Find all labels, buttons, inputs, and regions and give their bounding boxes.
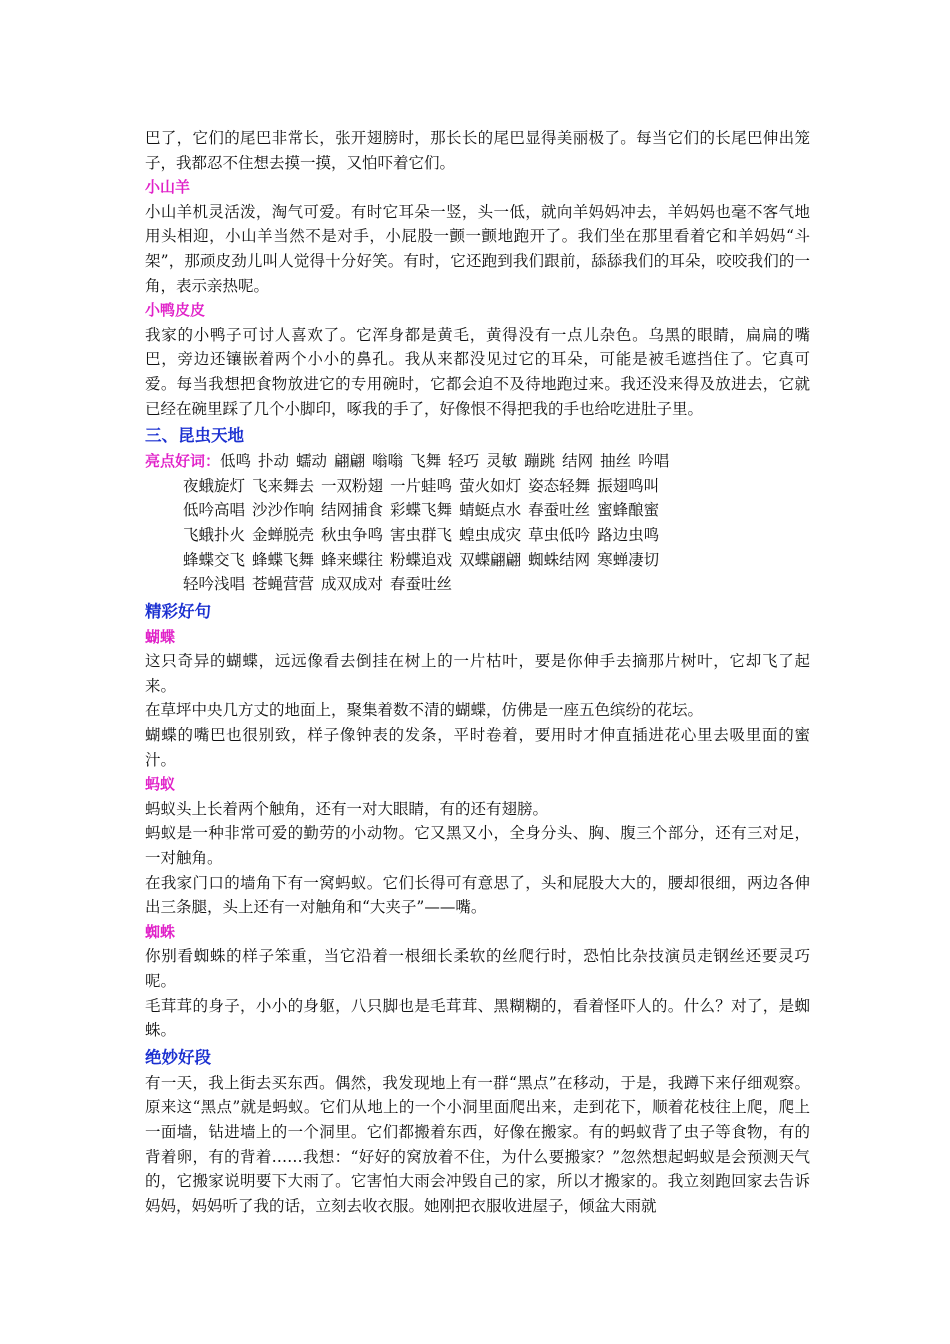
highlight-word: 蜻蜓点水 xyxy=(459,501,522,520)
words-row-5 xyxy=(145,572,810,597)
duck-paragraph: 我家的小鸭子可讨人喜欢了。它浑身都是黄毛，黄得没有一点儿杂色。乌黑的眼睛，扁扁的嘴巴，旁边还镶嵌着两个小小的鼻孔。我从来都没见过它的耳朵，可能是被毛遮挡住了。它真可爱。每当我想把食物放进它的专用碗时，它都会迫不及待地跑过来。我还没来得及放进去，它就已经在碗里踩了几个小脚印，啄我的手了，好像恨不得把我的手也给吃进肚子里。 xyxy=(145,325,810,418)
page-content xyxy=(145,126,810,1218)
highlight-word: 飞舞 xyxy=(410,452,442,471)
duck-heading: 小鸭皮皮 xyxy=(145,301,206,320)
highlight-word: 夜蛾旋灯 xyxy=(183,476,246,495)
words-row-2 xyxy=(145,498,810,523)
highlight-word: 低鸣 xyxy=(220,452,252,471)
highlight-word: 蜂蝶交飞 xyxy=(183,550,246,569)
highlight-word: 低吟高唱 xyxy=(183,501,246,520)
butterfly-sentence: 在草坪中央几方丈的地面上，聚集着数不清的蝴蝶，仿佛是一座五色缤纷的花坛。 xyxy=(145,701,704,720)
highlight-word: 抽丝 xyxy=(600,452,632,471)
highlight-word: 秋虫争鸣 xyxy=(321,525,384,544)
highlight-word: 春蚕吐丝 xyxy=(390,575,453,594)
spider-sentence: 毛茸茸的身子，小小的身躯，八只脚也是毛茸茸、黑糊糊的，看着怪吓人的。什么？对了，是蜘蛛。 xyxy=(145,996,810,1040)
highlight-word: 轻巧 xyxy=(448,452,480,471)
highlight-word: 成双成对 xyxy=(321,575,384,594)
butterfly-sentence: 蝴蝶的嘴巴也很别致，样子像钟表的发条，平时卷着，要用时才伸直插进花心里去吸里面的蜜汁。 xyxy=(145,726,810,769)
butterfly-heading: 蝴蝶 xyxy=(145,627,176,646)
words-row-0 xyxy=(145,449,810,474)
highlight-word: 翩翩 xyxy=(334,452,366,471)
highlight-word: 害虫群飞 xyxy=(390,525,453,544)
highlight-word: 振翅鸣叫 xyxy=(597,476,660,495)
highlight-word: 粉蝶追戏 xyxy=(390,550,453,569)
highlight-word: 金蝉脱壳 xyxy=(252,525,315,544)
intro-paragraph: 巴了，它们的尾巴非常长，张开翅膀时，那长长的尾巴显得美丽极了。每当它们的长尾巴伸出笼子，我都忍不住想去摸一摸，又怕吓着它们。 xyxy=(145,129,810,172)
highlight-word: 苍蝇营营 xyxy=(252,575,315,594)
butterfly-sentence: 这只奇异的蝴蝶，远远像看去倒挂在树上的一片枯叶，要是你伸手去摘那片树叶，它却飞了起来。 xyxy=(145,652,810,695)
ant-sentence: 蚂蚁头上长着两个触角，还有一对大眼睛，有的还有翅膀。 xyxy=(145,799,549,818)
ant-sentence: 在我家门口的墙角下有一窝蚂蚁。它们长得可有意思了，头和屁股大大的，腰却很细，两边各伸出三条腿，头上还有一对触角和“大夹子”——嘴。 xyxy=(145,873,810,917)
goat-heading: 小山羊 xyxy=(145,178,191,197)
highlight-word: 灵敏 xyxy=(486,452,518,471)
paragraphs-title: 绝妙好段 xyxy=(145,1047,211,1067)
ant-sentence: 蚂蚁是一种非常可爱的勤劳的小动物。它又黑又小，全身分头、胸、腹三个部分，还有三对足，一对触角。 xyxy=(145,824,810,868)
highlight-word: 蜘蛛结网 xyxy=(528,550,591,569)
highlight-word: 沙沙作响 xyxy=(252,501,315,520)
sentences-title: 精彩好句 xyxy=(145,601,211,621)
highlight-word: 飞来舞去 xyxy=(252,476,315,495)
highlight-word: 姿态轻舞 xyxy=(528,476,591,495)
highlight-word: 路边虫鸣 xyxy=(597,525,660,544)
highlight-word: 萤火如灯 xyxy=(459,476,522,495)
goat-paragraph: 小山羊机灵活泼，淘气可爱。有时它耳朵一竖，头一低，就向羊妈妈冲去，羊妈妈也毫不客气地用头相迎，小山羊当然不是对手，小屁股一颤一颤地跑开了。我们坐在那里看着它和羊妈妈“斗架”，那顽皮劲儿叫人觉得十分好笑。有时，它还跑到我们跟前，舔舔我们的耳朵，咬咬我们的一角，表示亲热呢。 xyxy=(145,202,810,295)
highlight-word: 飞蛾扑火 xyxy=(183,525,246,544)
highlight-word: 蜂蝶飞舞 xyxy=(252,550,315,569)
highlight-word: 结网捕食 xyxy=(321,501,384,520)
highlight-word: 寒蝉凄切 xyxy=(597,550,660,569)
highlight-word: 双蝶翩翩 xyxy=(459,550,522,569)
ant-story-paragraph: 有一天，我上街去买东西。偶然，我发现地上有一群“黑点”在移动，于是，我蹲下来仔细观察。原来这“黑点”就是蚂蚁。它们从地上的一个小洞里面爬出来，走到花下，顺着花枝往上爬，爬上一面墙，钻进墙上的一个洞里。它们都搬着东西，好像在搬家。有的蚂蚁背了虫子等食物，有的背着卵，有的背着……我想：“好好的窝放着不住，为什么要搬家？”忽然想起蚂蚁是会预测天气的，它搬家说明要下大雨了。它害怕大雨会冲毁自己的家，所以才搬家的。我立刻跑回家去告诉妈妈，妈妈听了我的话，立刻去收衣服。她刚把衣服收进屋子，倾盆大雨就 xyxy=(145,1073,810,1215)
highlight-word: 蝗虫成灾 xyxy=(459,525,522,544)
highlight-word: 嗡嗡 xyxy=(372,452,404,471)
highlight-word: 春蚕吐丝 xyxy=(528,501,591,520)
highlight-word: 草虫低吟 xyxy=(528,525,591,544)
highlight-word: 吟唱 xyxy=(638,452,670,471)
highlight-words-block xyxy=(145,449,810,597)
words-row-0-list xyxy=(220,452,676,470)
highlight-word: 一片蛙鸣 xyxy=(390,476,453,495)
spider-heading: 蜘蛛 xyxy=(145,922,176,941)
words-row-3 xyxy=(145,523,810,548)
highlight-word: 蠕动 xyxy=(296,452,328,471)
highlight-word: 彩蝶飞舞 xyxy=(390,501,453,520)
highlight-word: 蹦跳 xyxy=(524,452,556,471)
highlight-word: 一双粉翅 xyxy=(321,476,384,495)
highlight-word: 蜂来蝶往 xyxy=(321,550,384,569)
words-row-4 xyxy=(145,548,810,573)
highlight-word: 结网 xyxy=(562,452,594,471)
highlight-word: 轻吟浅唱 xyxy=(183,575,246,594)
highlight-word: 蜜蜂酿蜜 xyxy=(597,501,660,520)
spider-sentence: 你别看蜘蛛的样子笨重，当它沿着一根细长柔软的丝爬行时，恐怕比杂技演员走钢丝还要灵巧呢。 xyxy=(145,947,810,990)
highlight-word: 扑动 xyxy=(258,452,290,471)
words-row-1 xyxy=(145,474,810,499)
highlight-words-label: 亮点好词： xyxy=(145,452,221,471)
section-insects-title: 三、昆虫天地 xyxy=(145,426,244,446)
ant-heading: 蚂蚁 xyxy=(145,775,176,794)
